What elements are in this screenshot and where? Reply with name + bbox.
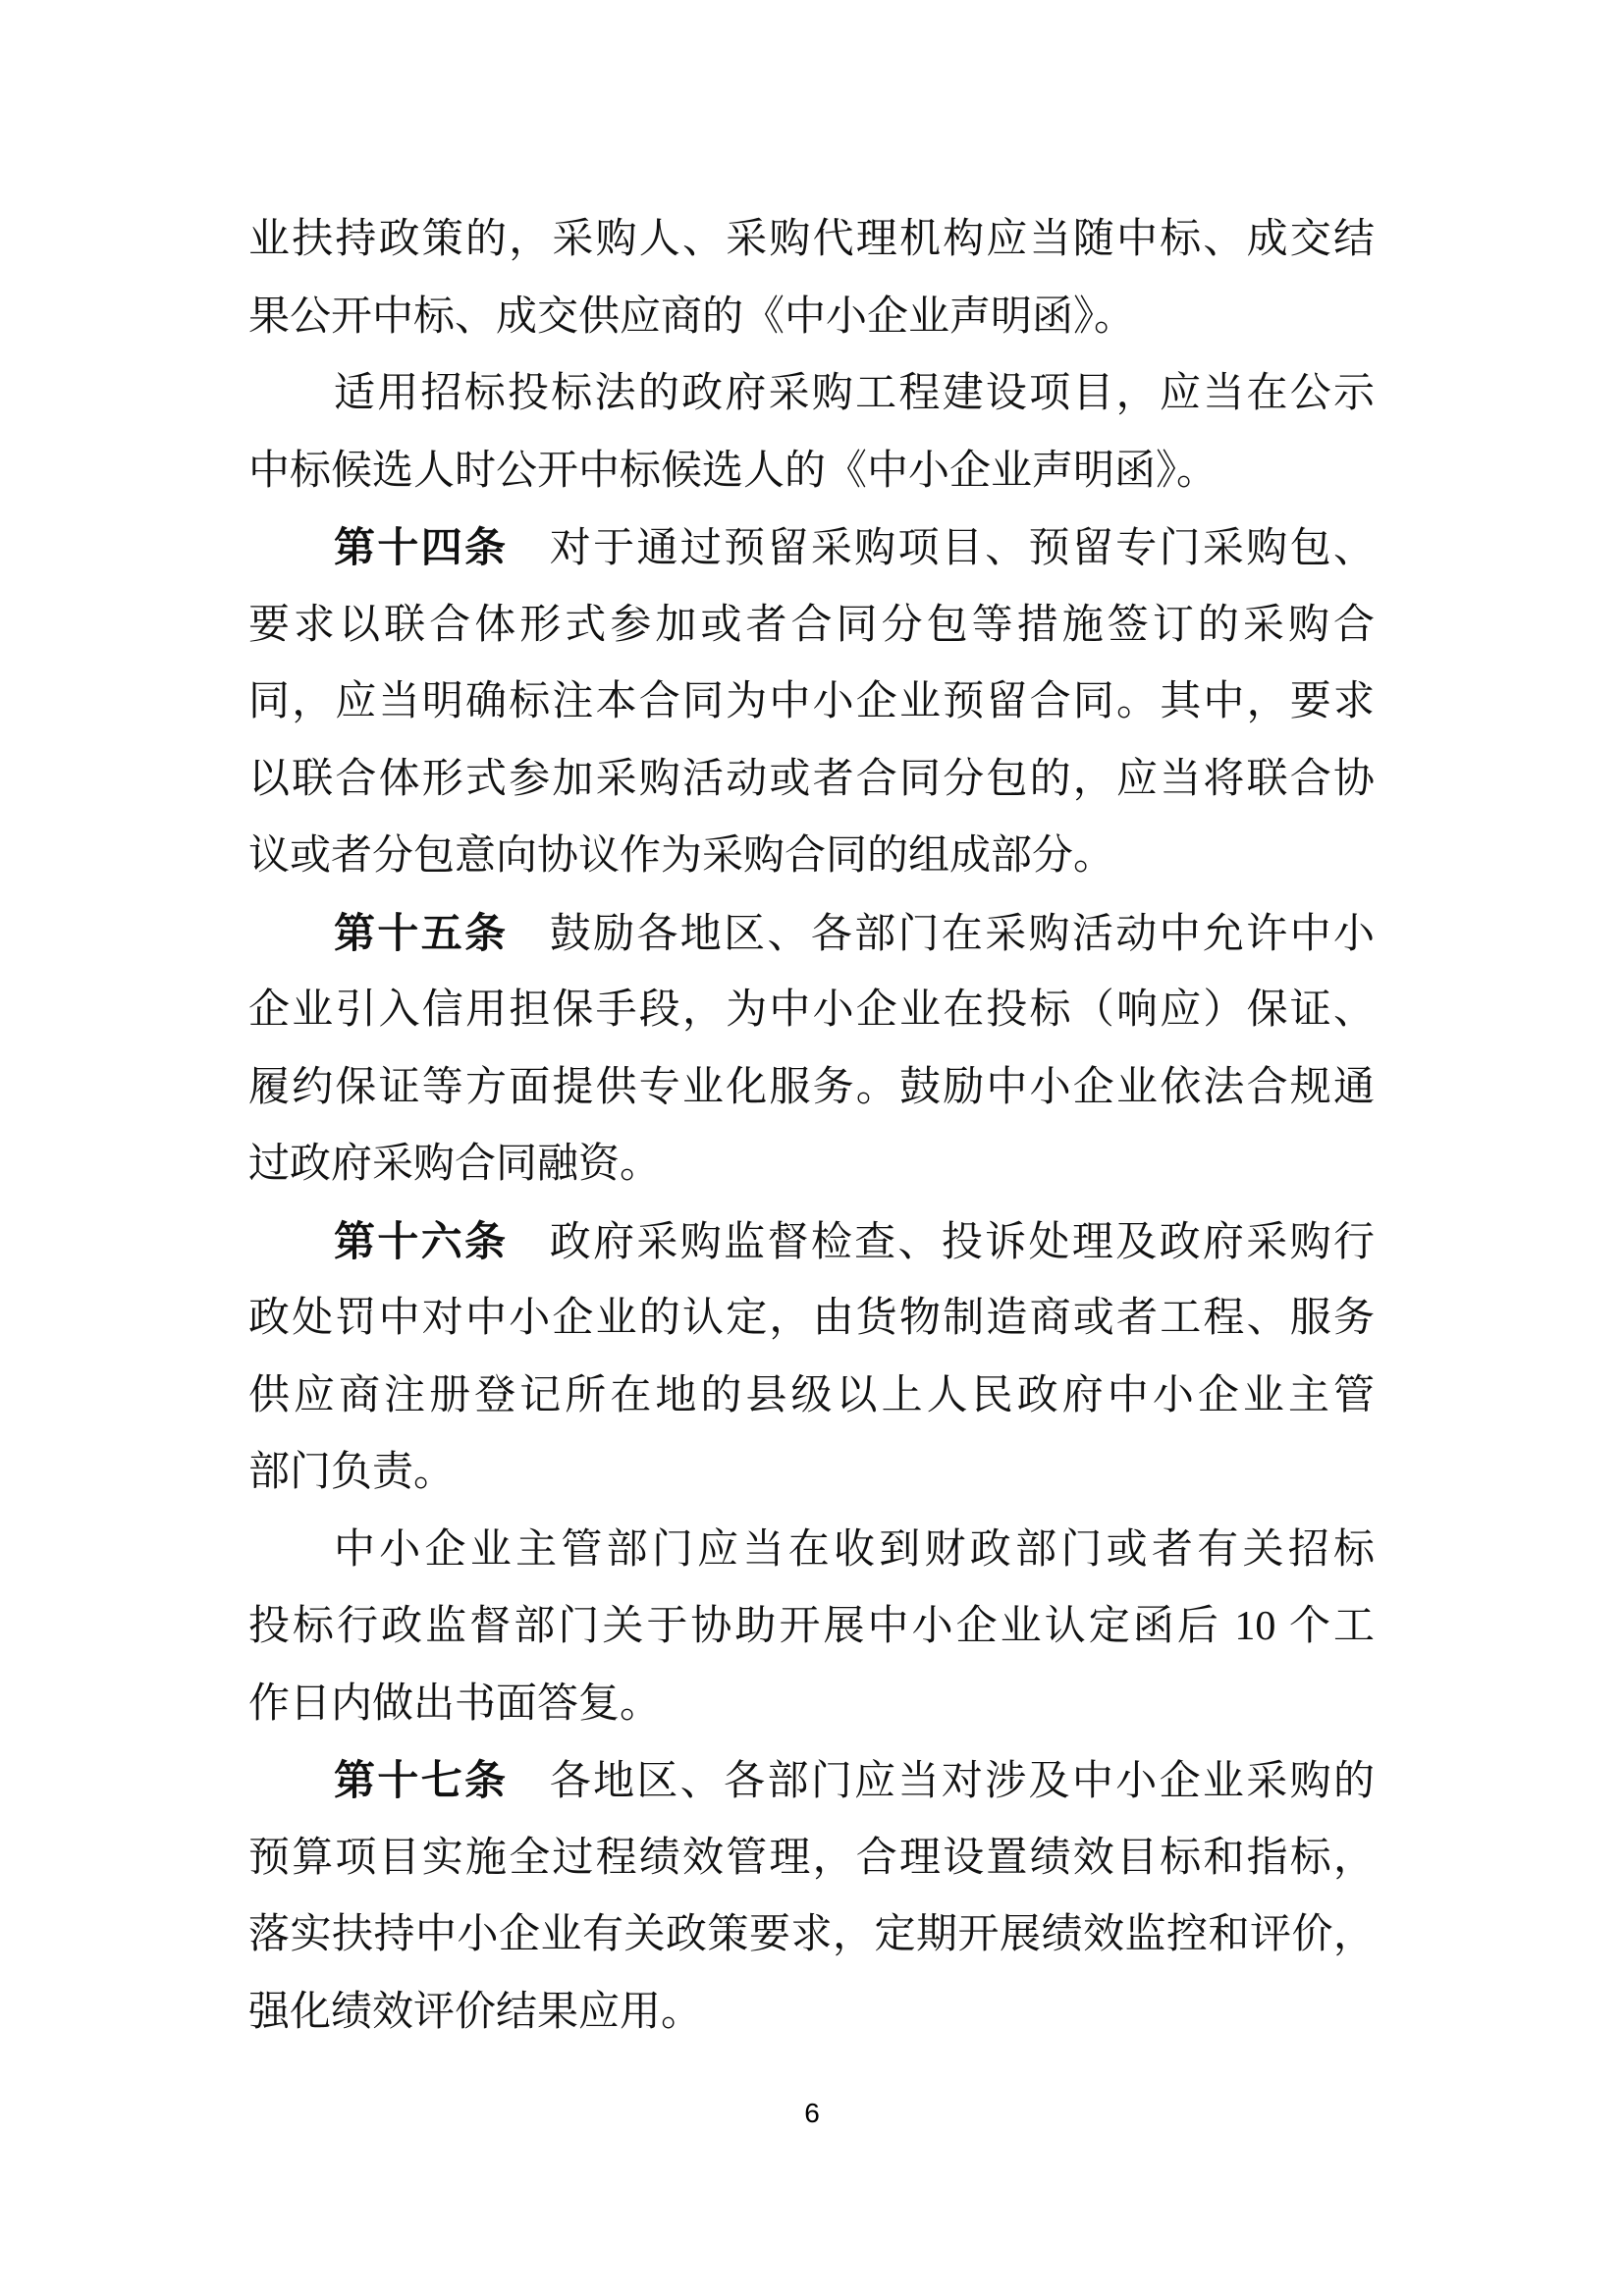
text-line: 强化绩效评价结果应用。 [248,1989,703,2035]
paragraph [248,895,1375,1203]
text-line: 落实扶持中小企业有关政策要求，定期开展绩效监控和评价， [248,1912,1375,1957]
text-line: 部门负责。 [248,1450,456,1495]
page-footer [0,2097,1624,2130]
text-line: 供应商注册登记所在地的县级以上人民政府中小企业主管 [248,1372,1375,1418]
text-line: 过政府采购合同融资。 [248,1142,662,1187]
text-line: 政处罚中对中小企业的认定，由货物制造商或者工程、服务 [248,1296,1375,1341]
text-line: 议或者分包意向协议作为采购合同的组成部分。 [248,833,1115,879]
article-number: 第十七条 [334,1757,509,1803]
paragraph [248,201,1375,355]
text-line: 中小企业主管部门应当在收到财政部门或者有关招标 [334,1526,1375,1573]
article-number: 第十六条 [334,1217,509,1264]
text-line: 第十六条 政府采购监督检查、投诉处理及政府采购行 [334,1217,1375,1265]
page-number: 6 [804,2098,820,2128]
paragraph [248,1742,1375,2051]
paragraph [248,1512,1375,1743]
text-line: 投标行政监督部门关于协助开展中小企业认定函后 10 个工 [248,1604,1375,1649]
text-line: 要求以联合体形式参加或者合同分包等措施签订的采购合 [248,602,1375,648]
text-line: 业扶持政策的，采购人、采购代理机构应当随中标、成交结 [248,217,1375,262]
text-line: 第十四条 对于通过预留采购项目、预留专门采购包、 [334,524,1375,571]
text-line: 适用招标投标法的政府采购工程建设项目，应当在公示 [334,371,1375,416]
text-line: 同，应当明确标注本合同为中小企业预留合同。其中，要求 [248,679,1375,724]
article-number: 第十五条 [334,909,509,956]
article-number: 第十四条 [334,524,509,570]
text-line: 作日内做出书面答复。 [248,1681,662,1727]
paragraph [248,1203,1375,1512]
paragraph [248,355,1375,509]
text-line: 第十五条 鼓励各地区、各部门在采购活动中允许中小 [334,909,1375,957]
text-line: 果公开中标、成交供应商的《中小企业声明函》。 [248,294,1136,340]
text-line: 以联合体形式参加采购活动或者合同分包的，应当将联合协 [248,756,1375,802]
text-line: 中标候选人时公开中标候选人的《中小企业声明函》。 [248,448,1218,494]
text-line: 第十七条 各地区、各部门应当对涉及中小企业采购的 [334,1757,1375,1804]
document-body [248,201,1375,2051]
text-line: 企业引入信用担保手段，为中小企业在投标（响应）保证、 [248,988,1375,1033]
paragraph [248,509,1375,895]
text-line: 履约保证等方面提供专业化服务。鼓励中小企业依法合规通 [248,1064,1375,1110]
text-line: 预算项目实施全过程绩效管理，合理设置绩效目标和指标， [248,1835,1375,1881]
